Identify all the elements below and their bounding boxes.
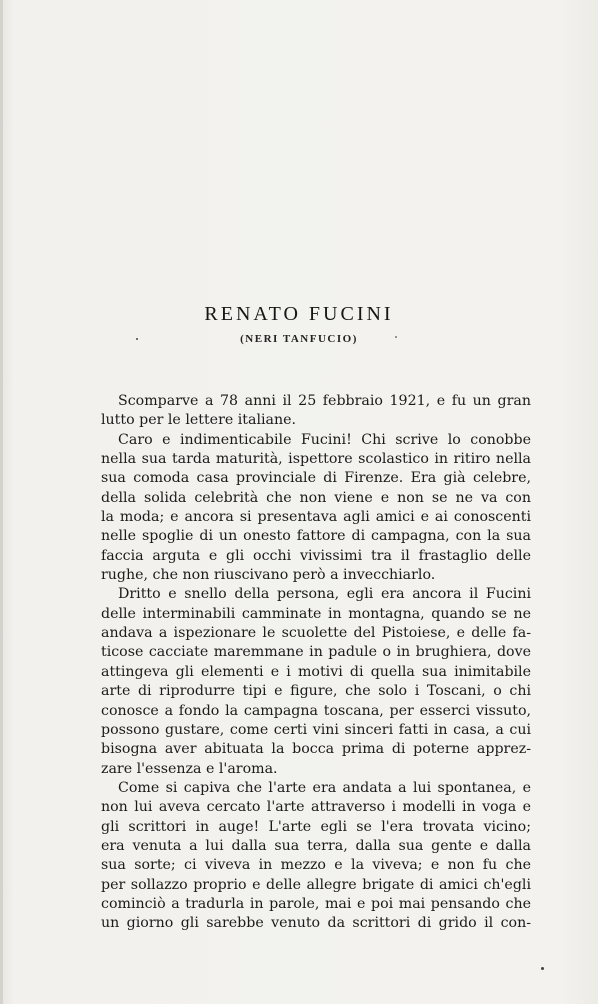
text-line: sua sorte; ci viveva in mezzo e la viveva; e non fu che <box>101 857 531 874</box>
text-line: cominciò a tradurla in parole, mai e poi mai pensando che <box>101 895 531 912</box>
text-line: andava a ispezionare le scuolette del Pistoiese, e delle fa- <box>101 625 531 642</box>
text-line: Dritto e snello della persona, egli era ancora il Fucini <box>118 586 531 603</box>
text-line: delle interminabili camminate in montagna, quando se ne <box>101 605 531 622</box>
print-speck <box>395 336 397 338</box>
text-line: ticose cacciate maremmane in padule o in brughiera, dove <box>101 644 531 661</box>
text-line: rughe, che non riuscivano però a invecchiarlo. <box>101 567 436 584</box>
page-binding-edge <box>0 0 3 1004</box>
text-line: Come si capiva che l'arte era andata a lui spontanea, e <box>118 779 531 796</box>
print-speck <box>136 338 138 340</box>
text-line: Caro e indimenticabile Fucini! Chi scrive lo conobbe <box>118 431 531 448</box>
text-line: attingeva gli elementi e i motivi di quella sua inimitabile <box>101 663 531 680</box>
text-line: lutto per le lettere italiane. <box>101 412 297 429</box>
text-line: faccia arguta e gli occhi vivissimi tra il frastaglio delle <box>101 547 531 564</box>
text-line: della solida celebrità che non viene e non se ne va con <box>101 489 531 506</box>
text-line: nelle spoglie di un onesto fattore di campagna, con la sua <box>101 528 531 545</box>
text-line: bisogna aver abituata la bocca prima di poterne apprez- <box>101 741 531 758</box>
text-line: possono gustare, come certi vini sinceri fatti in casa, a cui <box>101 721 531 738</box>
body-text <box>101 392 531 934</box>
text-line: la moda; e ancora si presentava agli amici e ai conoscenti <box>101 509 531 526</box>
text-line: sua comoda casa provinciale di Firenze. Era già celebre, <box>101 470 531 487</box>
chapter-subtitle: (NERI TANFUCIO) <box>240 333 358 345</box>
text-line: gli scrittori in auge! L'arte egli se l'era trovata vicino; <box>101 818 531 835</box>
text-line: zare l'essenza e l'aroma. <box>101 760 278 777</box>
text-line: era venuta a lui dalla sua terra, dalla sua gente e dalla <box>101 837 531 854</box>
text-line: nella sua tarda maturità, ispettore scolastico in ritiro nella <box>101 451 531 468</box>
chapter-title: RENATO FUCINI <box>204 303 394 325</box>
text-line: Scomparve a 78 anni il 25 febbraio 1921, e fu un gran <box>118 393 531 409</box>
text-line: non lui aveva cercato l'arte attraverso i modelli in voga e <box>101 799 531 816</box>
text-line: arte di riprodurre tipi e figure, che solo i Toscani, o chi <box>101 683 531 700</box>
print-speck <box>541 967 544 970</box>
text-line: un giorno gli sarebbe venuto da scrittori di grido il con- <box>101 915 531 932</box>
text-line: per sollazzo proprio e delle allegre brigate di amici ch'egli <box>101 876 531 893</box>
text-line: conosce a fondo la campagna toscana, per esserci vissuto, <box>101 702 531 719</box>
